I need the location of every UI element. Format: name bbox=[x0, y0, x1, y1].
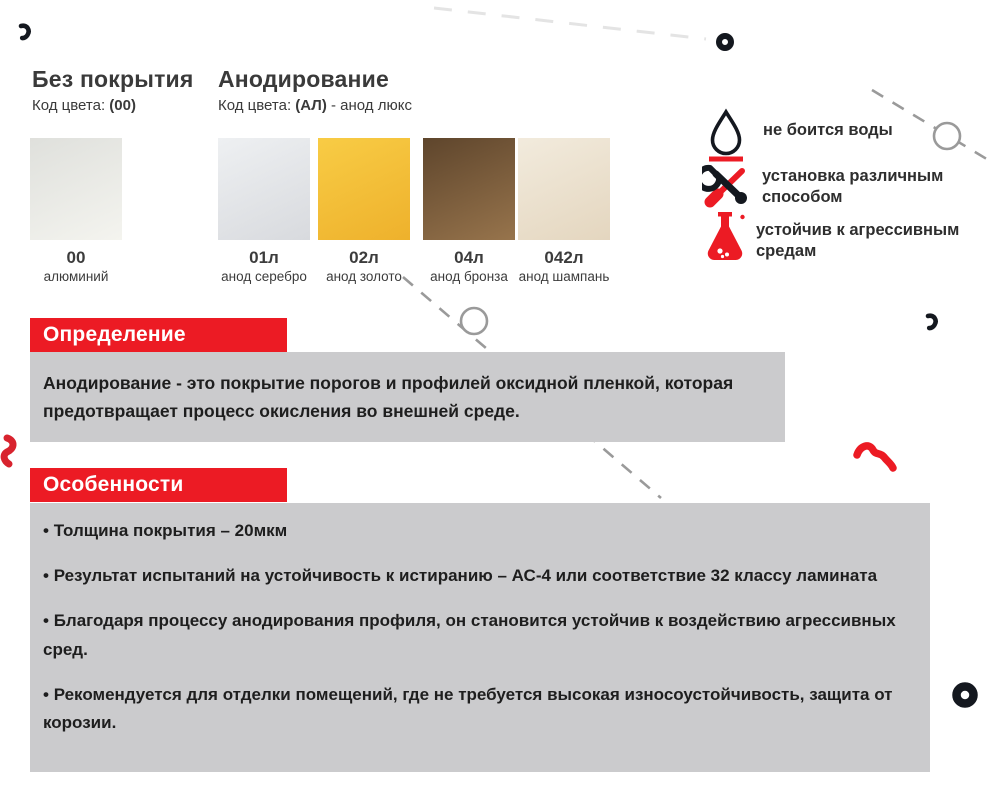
swatch-name: анод серебро bbox=[221, 269, 307, 284]
water-drop-icon bbox=[705, 108, 747, 162]
definition-heading-banner bbox=[30, 318, 287, 352]
donut-icon-top bbox=[719, 36, 731, 48]
definition-heading: Определение bbox=[43, 323, 186, 346]
features-heading-banner bbox=[30, 468, 287, 502]
swatch-name: анод шампань bbox=[518, 269, 610, 284]
feature-item: • Благодаря процессу анодирования профиля, он становится устойчив к воздействию агрессивных сред. bbox=[43, 607, 908, 665]
flask-icon bbox=[706, 210, 746, 262]
swatch-color-042l bbox=[518, 138, 610, 240]
no-coating-code-value: (00) bbox=[109, 97, 136, 114]
swatch-color-04l bbox=[423, 138, 515, 240]
swatch-code: 04л bbox=[454, 248, 484, 267]
definition-text: Анодирование - это покрытие порогов и профилей оксидной пленкой, которая предотвращает процесс окисления во внешней среде. bbox=[43, 373, 734, 421]
anodizing-code bbox=[218, 97, 412, 114]
feature-item: • Толщина покрытия – 20мкм bbox=[43, 517, 908, 546]
tools-icon bbox=[702, 160, 750, 208]
swatch-color-01l bbox=[218, 138, 310, 240]
red-squiggle-left-icon bbox=[4, 438, 13, 464]
swatch-01l bbox=[218, 138, 310, 284]
red-squiggle-right-icon bbox=[857, 446, 893, 468]
anodizing-code-value: (АЛ) bbox=[295, 97, 327, 114]
no-coating-code bbox=[32, 97, 194, 114]
swatch-code: 01л bbox=[249, 248, 279, 267]
definition-box bbox=[30, 352, 785, 442]
feature-item: • Результат испытаний на устойчивость к истиранию – АС-4 или соответствие 32 классу ламината bbox=[43, 562, 908, 591]
swatch-02l bbox=[318, 138, 410, 284]
swatch-04l bbox=[423, 138, 515, 284]
comma-icon-middle-right bbox=[928, 316, 936, 328]
swatch-00 bbox=[30, 138, 122, 284]
circle-marker-middle-icon bbox=[461, 308, 487, 334]
swatch-code: 042л bbox=[544, 248, 584, 267]
benefit-water-label: не боится воды bbox=[763, 121, 893, 139]
feature-item: • Рекомендуется для отделки помещений, где не требуется высокая износоустойчивость, защита от корозии. bbox=[43, 681, 908, 739]
swatch-042l bbox=[518, 138, 610, 284]
swatch-name: анод золото bbox=[326, 269, 402, 284]
benefit-chem-label: устойчив к агрессивным средам bbox=[756, 221, 960, 260]
anodizing-code-label: Код цвета: bbox=[218, 97, 292, 114]
dashed-line-top-icon bbox=[434, 8, 706, 39]
donut-icon-bottom-right bbox=[957, 687, 974, 704]
anodizing-title: Анодирование bbox=[218, 66, 389, 92]
no-coating-title: Без покрытия bbox=[32, 66, 194, 92]
swatch-color-02l bbox=[318, 138, 410, 240]
anodizing-code-suffix: - анод люкс bbox=[331, 97, 412, 114]
benefit-install-label: установка различным способом bbox=[762, 167, 944, 206]
features-box bbox=[30, 503, 930, 772]
swatch-name: алюминий bbox=[43, 269, 109, 284]
anodizing-header bbox=[218, 66, 412, 114]
features-heading: Особенности bbox=[43, 473, 184, 496]
no-coating-header bbox=[32, 66, 194, 114]
swatch-color-00 bbox=[30, 138, 122, 240]
benefit-chem bbox=[706, 210, 976, 262]
features-list bbox=[43, 517, 908, 738]
swatch-code: 02л bbox=[349, 248, 379, 267]
swatch-name: анод бронза bbox=[430, 269, 508, 284]
no-coating-code-label: Код цвета: bbox=[32, 97, 106, 114]
benefit-install bbox=[702, 160, 962, 208]
comma-icon-top-left bbox=[21, 26, 29, 38]
benefit-water bbox=[705, 108, 955, 162]
swatch-code: 00 bbox=[66, 248, 86, 267]
